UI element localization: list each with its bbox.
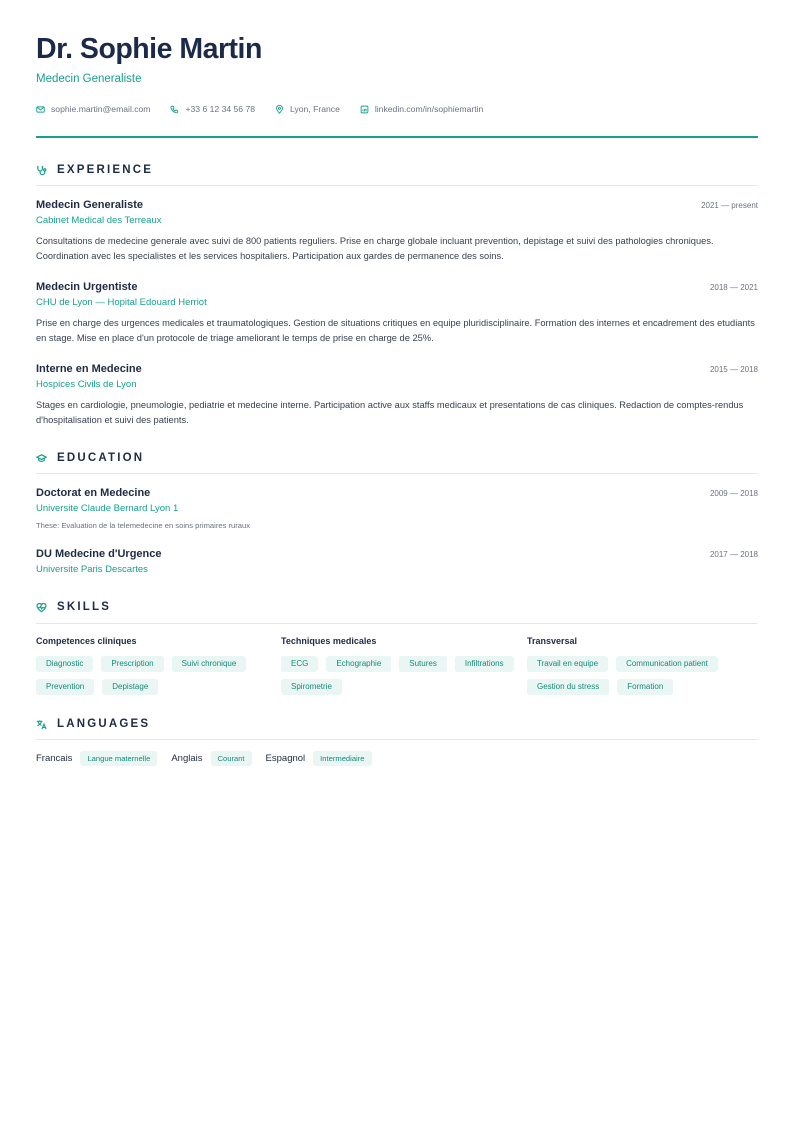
job-role: Medecin Urgentiste [36, 281, 138, 293]
school-name: Universite Paris Descartes [36, 564, 148, 575]
contact-linkedin[interactable] [360, 104, 483, 114]
job-dates: 2018 — 2021 [709, 283, 758, 292]
skill-tag: Spirometrie [281, 679, 342, 695]
section-divider [36, 739, 758, 740]
stethoscope-icon [36, 165, 47, 176]
languages-heading [36, 716, 758, 732]
job-organization: Cabinet Medical des Terreaux [36, 215, 162, 226]
section-divider [36, 473, 758, 474]
experience-heading [36, 162, 758, 178]
language-name: Espagnol [265, 753, 306, 764]
section-divider [36, 623, 758, 624]
location-pin-icon [275, 105, 284, 114]
skill-tag: Prescription [101, 656, 163, 672]
contact-phone-text: +33 6 12 34 56 78 [185, 104, 256, 114]
contact-linkedin-text: linkedin.com/in/sophiemartin [374, 104, 484, 114]
skill-tag: Prevention [36, 679, 94, 695]
school-name: Universite Claude Bernard Lyon 1 [36, 503, 179, 514]
degree-title: DU Medecine d'Urgence [36, 548, 162, 560]
skill-category [527, 636, 763, 695]
skill-tag: Gestion du stress [527, 679, 609, 695]
heart-pulse-icon [36, 602, 47, 613]
experience-title: EXPERIENCE [57, 164, 154, 176]
skill-tags [36, 656, 272, 695]
skill-tag: Depistage [102, 679, 158, 695]
education-title: EDUCATION [57, 452, 145, 464]
job-organization: CHU de Lyon — Hopital Edouard Herriot [36, 297, 207, 308]
contact-phone[interactable] [170, 104, 255, 114]
section-divider [36, 185, 758, 186]
page-title: Dr. Sophie Martin [36, 33, 262, 65]
language-level-badge: Langue maternelle [80, 751, 157, 766]
languages-title: LANGUAGES [57, 718, 151, 730]
job-description: Prise en charge des urgences medicales et traumatologiques. Gestion de situations critiques en equipe pluridisciplinaire. Formation des internes et encadrement des etudiants en stage. Mise en place d'un protocole de triage ameliorant le temps de prise en charge de 25%. [36, 318, 755, 343]
skill-tag: Suivi chronique [172, 656, 247, 672]
skill-category [36, 636, 272, 695]
skill-tag: Travail en equipe [527, 656, 608, 672]
job-dates: 2015 — 2018 [709, 365, 758, 374]
contact-location-text: Lyon, France [290, 104, 340, 114]
job-organization: Hospices Civils de Lyon [36, 379, 137, 390]
skill-tag: Communication patient [616, 656, 718, 672]
contact-bar [36, 103, 503, 115]
skill-tags [527, 656, 763, 695]
skill-category-title: Transversal [527, 636, 578, 646]
skill-category-title: Techniques medicales [281, 636, 377, 646]
translate-icon [36, 719, 47, 730]
header-divider [36, 136, 758, 138]
degree-dates: 2009 — 2018 [709, 489, 758, 498]
skill-tag: Sutures [399, 656, 447, 672]
language-level-badge: Intermediaire [313, 751, 371, 766]
job-role: Interne en Medecine [36, 363, 142, 375]
contact-email[interactable] [36, 104, 150, 114]
skill-tag: Echographie [326, 656, 391, 672]
language-name: Francais [36, 753, 73, 764]
skill-category [281, 636, 517, 695]
language-level-badge: Courant [211, 751, 252, 766]
job-description: Consultations de medecine generale avec suivi de 800 patients reguliers. Prise en charge globale incluant prevention, depistage et suivi des pathologies chroniques. Coordination avec les specialistes et les services hospitaliers. Participation aux gardes de permanence des soins. [36, 236, 714, 261]
degree-title: Doctorat en Medecine [36, 487, 151, 499]
skill-category-title: Competences cliniques [36, 636, 137, 646]
thesis-note: These: Evaluation de la telemedecine en soins primaires ruraux [36, 521, 251, 530]
degree-dates: 2017 — 2018 [709, 550, 758, 559]
skill-tag: Diagnostic [36, 656, 93, 672]
linkedin-icon [360, 105, 369, 114]
skill-tag: ECG [281, 656, 318, 672]
skills-heading [36, 599, 758, 615]
contact-email-text: sophie.martin@email.com [51, 104, 151, 114]
skill-tags [281, 656, 517, 695]
skill-tag: Formation [617, 679, 673, 695]
graduation-cap-icon [36, 453, 47, 464]
skill-tag: Infiltrations [455, 656, 514, 672]
skills-title: SKILLS [57, 601, 112, 613]
job-description: Stages en cardiologie, pneumologie, pediatrie et medecine interne. Participation active aux staffs medicaux et presentations de cas cliniques. Redaction de comptes-rendus d'hospitalisation et suivi des patients. [36, 400, 744, 425]
job-title: Medecin Generaliste [36, 73, 142, 85]
education-heading [36, 450, 758, 466]
mail-icon [36, 105, 45, 114]
contact-location [275, 104, 340, 114]
job-role: Medecin Generaliste [36, 199, 143, 211]
languages-list [36, 751, 386, 766]
job-dates: 2021 — present [701, 201, 758, 210]
phone-icon [170, 105, 179, 114]
language-name: Anglais [171, 753, 203, 764]
